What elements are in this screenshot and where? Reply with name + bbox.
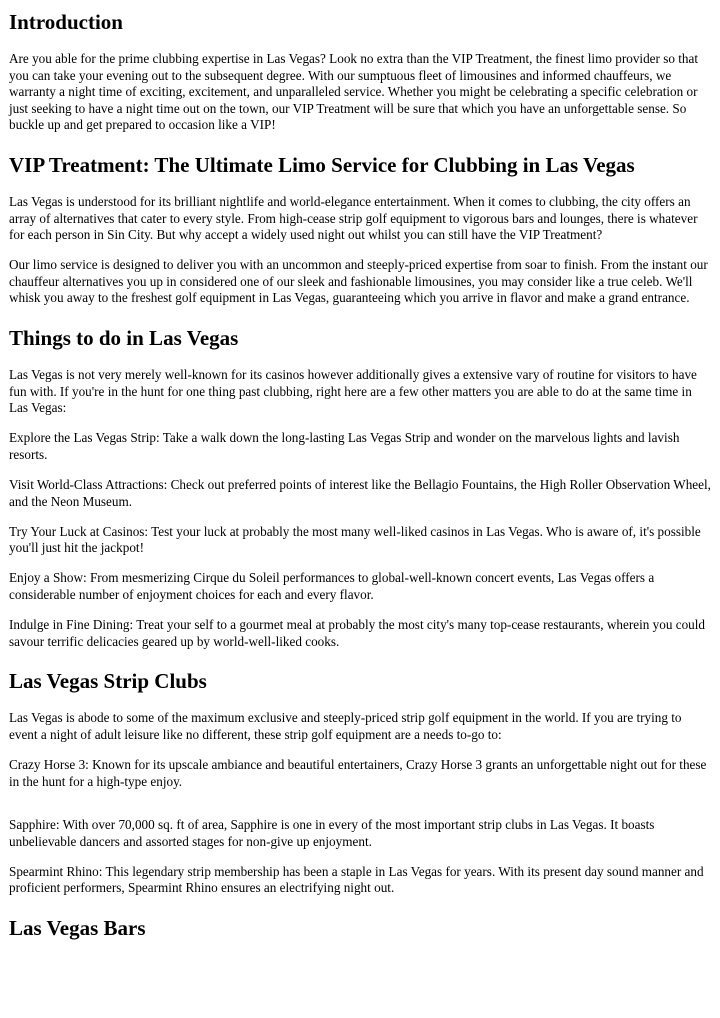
section-heading: VIP Treatment: The Ultimate Limo Service for Clubbing in Las Vegas bbox=[9, 152, 635, 177]
paragraph: Crazy Horse 3: Known for its upscale ambiance and beautiful entertainers, Crazy Horse 3 grants an unforgettable night out for these in the hunt for a high-type enjoy. bbox=[9, 756, 707, 789]
paragraph: Visit World-Class Attractions: Check out preferred points of interest like the Bellagio Fountains, the High Roller Observation Wheel, and the Neon Museum. bbox=[9, 477, 711, 509]
section-heading: Las Vegas Bars bbox=[9, 916, 146, 940]
paragraph: Try Your Luck at Casinos: Test your luck at probably the most many well-liked casinos in Las Vegas. Who is aware of, it's possible you'll just hit the jackpot! bbox=[9, 523, 701, 556]
section-bars bbox=[9, 916, 711, 940]
section-heading: Things to do in Las Vegas bbox=[9, 326, 239, 351]
section-heading: Las Vegas Strip Clubs bbox=[9, 669, 207, 694]
paragraph: Indulge in Fine Dining: Treat your self to a gourmet meal at probably the most city's many top-cease restaurants, wherein you could savour terrific delicacies geared up by world-well-liked cooks. bbox=[9, 617, 706, 649]
paragraph: Las Vegas is understood for its brilliant nightlife and world-elegance entertainment. When it comes to clubbing, the city offers an array of alternatives that cater to every style. From high-cease strip golf equipment to vigorous bars and lounges, there is whatever for each person in Sin City. But why accept a widely used night out whilst you can still have the VIP Treatment? bbox=[9, 193, 698, 243]
section-introduction bbox=[9, 10, 711, 134]
section-things-to-do bbox=[9, 326, 711, 650]
paragraph: Las Vegas is not very merely well-known for its casinos however additionally gives a extensive vary of routine for visitors to have fun with. If you're in the hunt for one thing past clubbing, right here are a few other matters you are able to do at the same time in Las Vegas: bbox=[9, 367, 697, 416]
section-vip-treatment bbox=[9, 153, 711, 307]
paragraph: Las Vegas is abode to some of the maximum exclusive and steeply-priced strip golf equipment in the world. If you are trying to event a night of adult leisure like no different, these strip golf equipment are a needs to-go to: bbox=[9, 710, 682, 742]
section-strip-clubs bbox=[9, 669, 711, 897]
paragraph: Enjoy a Show: From mesmerizing Cirque du Soleil performances to global-well-known concert events, Las Vegas offers a considerable number of enjoyment choices for each and every flavor. bbox=[9, 570, 655, 602]
paragraph: Our limo service is designed to deliver you with an uncommon and steeply-priced expertise from soar to finish. From the instant our chauffeur alternatives you up in considered one of our sleek and fashionable limousines, you may consider like a true celeb. We'll whisk you away to the freshest golf equipment in Las Vegas, guaranteeing which you arrive in flavor and make a grand entrance. bbox=[9, 257, 708, 306]
paragraph: Explore the Las Vegas Strip: Take a walk down the long-lasting Las Vegas Strip and wonder on the marvelous lights and lavish resorts. bbox=[9, 430, 680, 462]
paragraph: Are you able for the prime clubbing expertise in Las Vegas? Look no extra than the VIP Treatment, the finest limo provider so that you can take your evening out to the subsequent degree. With our sumptuous fleet of limousines and informed chauffeurs, we warranty a night time of exciting, excitement, and unparalleled service. Whether you might be celebrating a specific celebration or just seeking to have a night time out on the town, our VIP Treatment will be sure that which you have an unforgettable sense. So buckle up and get prepared to occasion like a VIP! bbox=[9, 51, 699, 133]
paragraph: Sapphire: With over 70,000 sq. ft of area, Sapphire is one in every of the most important strip clubs in Las Vegas. It boasts unbelievable dancers and assorted stages for non-give up enjoyment. bbox=[9, 817, 655, 849]
section-heading: Introduction bbox=[9, 10, 123, 34]
paragraph: Spearmint Rhino: This legendary strip membership has been a staple in Las Vegas for years. With its present day sound manner and proficient performers, Spearmint Rhino ensures an electrifying night out. bbox=[9, 863, 704, 896]
